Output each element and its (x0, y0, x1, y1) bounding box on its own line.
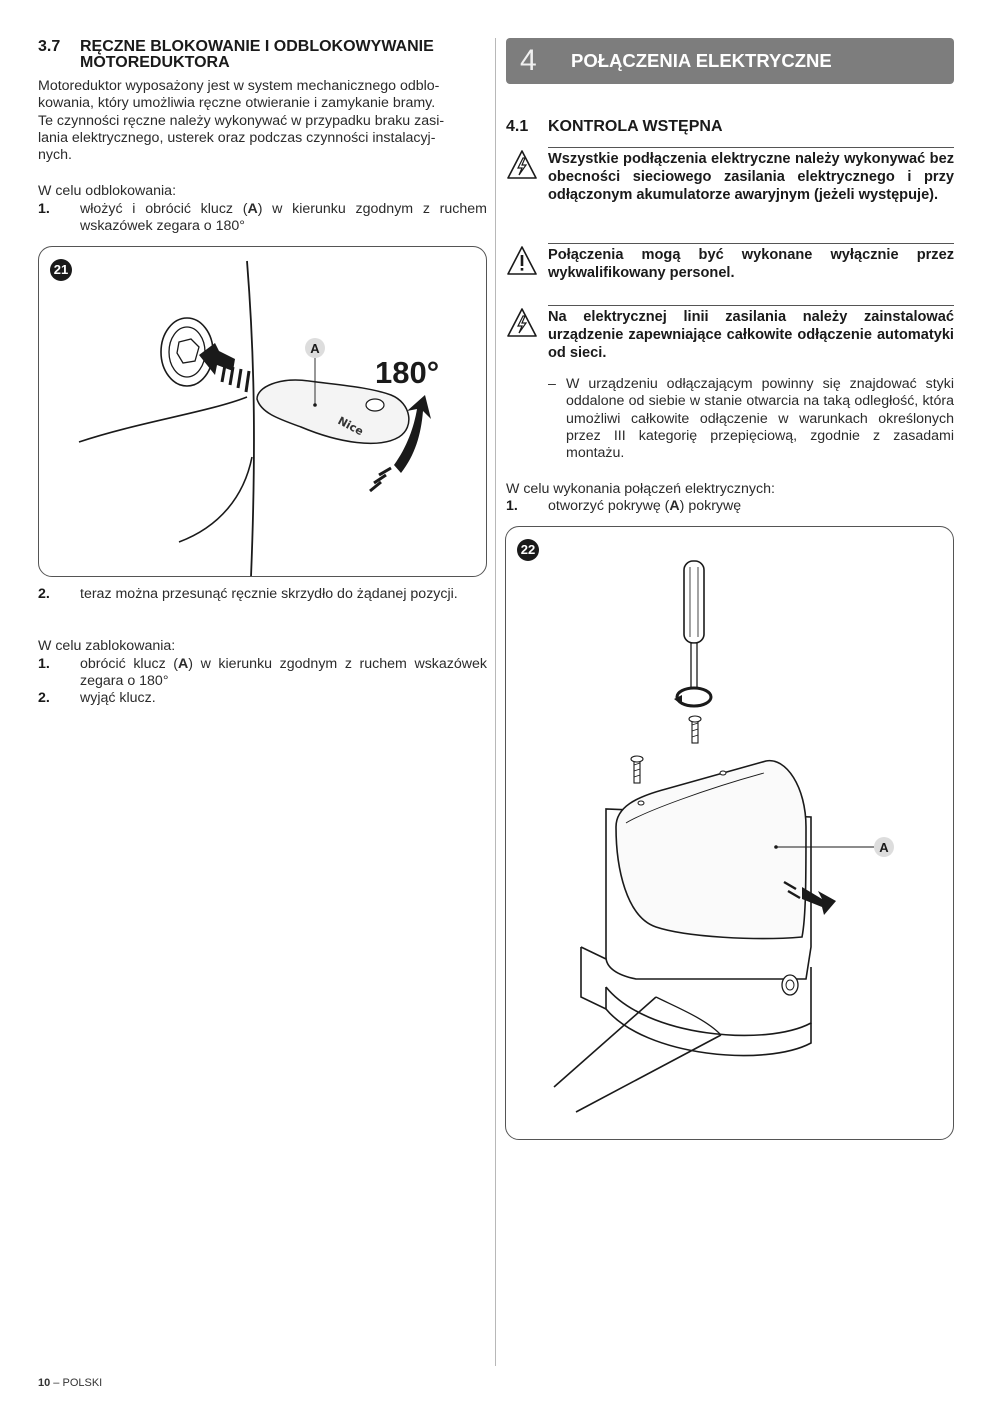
section-heading-4-1 (506, 119, 954, 135)
electric-hazard-icon (506, 149, 538, 181)
page-footer (38, 1377, 102, 1389)
key-brand-text: Nice (335, 414, 366, 439)
rotation-angle-text: 180° (375, 355, 440, 390)
footer-separator: – (50, 1377, 63, 1389)
dash-mark: – (548, 376, 556, 392)
step-text: włożyć i obrócić klucz (A) w kierunku zgodnym z ruchem wskazówek zegara o 180° (80, 201, 487, 235)
lock-step-1 (38, 656, 487, 691)
chapter-number: 4 (520, 44, 537, 77)
unlock-label: W celu odblokowania: (38, 183, 177, 199)
cover-removal-illustration (506, 527, 953, 1139)
step-text: otworzyć pokrywę (A) pokrywę (548, 498, 742, 514)
figure-21 (38, 246, 487, 577)
warning-block (506, 305, 954, 371)
section-number: 3.7 (38, 38, 61, 55)
warning-text: Wszystkie podłączenia elektryczne należy wykonywać bez obecności sieciowego zasilania elektrycznego i przy odłączonym akumulatorze awaryjnym (jeżeli występuje). (548, 151, 954, 203)
step-number: 1. (38, 656, 50, 672)
page-number: 10 (38, 1377, 51, 1389)
dash-text: W urządzeniu odłączającym powinny się znajdować styki oddalone od siebie w stanie otwarcia na taką odległość, która umożliwi całkowite odłączenie w warunkach określonych przez III kategorię przepięciową, zgodnie z zasadami montażu. (566, 376, 954, 462)
connection-step-1 (506, 498, 954, 515)
figure-number-badge: 21 (50, 259, 72, 281)
electric-hazard-icon (506, 307, 538, 339)
intro-line: Te czynności ręczne należy wykonywać w przypadku braku zasi- (38, 112, 445, 129)
step-2 (38, 586, 487, 603)
unlock-step-1 (38, 201, 487, 236)
step-number: 1. (506, 498, 518, 514)
label-a: A (879, 840, 889, 855)
section-number: 4.1 (506, 118, 529, 135)
figure-number-badge: 22 (517, 539, 539, 561)
step-number: 2. (38, 586, 50, 602)
section-title: RĘCZNE BLOKOWANIE I ODBLOKOWYWANIE MOTOREDUKTORA (80, 38, 434, 71)
step-text: obrócić klucz (A) w kierunku zgodnym z ruchem wskazówek zegara o 180° (80, 656, 487, 690)
footer-language: POLSKI (62, 1377, 103, 1389)
chapter-title: POŁĄCZENIA ELEKTRYCZNE (571, 50, 832, 71)
intro-line: kowania, który umożliwia ręczne otwieranie i zamykanie bramy. (38, 95, 436, 112)
unlock-key-illustration (39, 247, 486, 576)
warning-text: Na elektrycznej linii zasilania należy zainstalować urządzenie zapewniające całkowite odłączenie automatyki od sieci. (548, 309, 954, 361)
step-number: 1. (38, 201, 50, 217)
column-divider (495, 38, 496, 1366)
intro-line: lania elektrycznego, usterek oraz podczas czynności instalacyj- (38, 129, 436, 146)
section-title: KONTROLA WSTĘPNA (548, 118, 723, 135)
exclamation-warning-icon (506, 245, 538, 277)
lock-step-2 (38, 690, 487, 707)
warning-block (506, 243, 954, 293)
warning-block (506, 147, 954, 231)
section-heading-3-7 (38, 39, 487, 71)
warning-text: Połączenia mogą być wykonane wyłącznie przez wykwalifikowany personel. (548, 247, 954, 281)
figure-22 (505, 526, 954, 1140)
step-text: wyjąć klucz. (80, 690, 156, 706)
chapter-header-bar (506, 38, 954, 84)
lock-label: W celu zablokowania: (38, 638, 176, 654)
intro-line: nych. (38, 147, 72, 164)
intro-line: Motoreduktor wyposażony jest w system mechanicznego odblo- (38, 78, 440, 94)
intro-paragraph (38, 78, 487, 164)
step-text: teraz można przesunąć ręcznie skrzydło do żądanej pozycji. (80, 586, 458, 602)
dash-list-item (548, 376, 954, 462)
connection-label: W celu wykonania połączeń elektrycznych: (506, 481, 775, 497)
label-a: A (310, 341, 320, 356)
step-number: 2. (38, 690, 50, 706)
